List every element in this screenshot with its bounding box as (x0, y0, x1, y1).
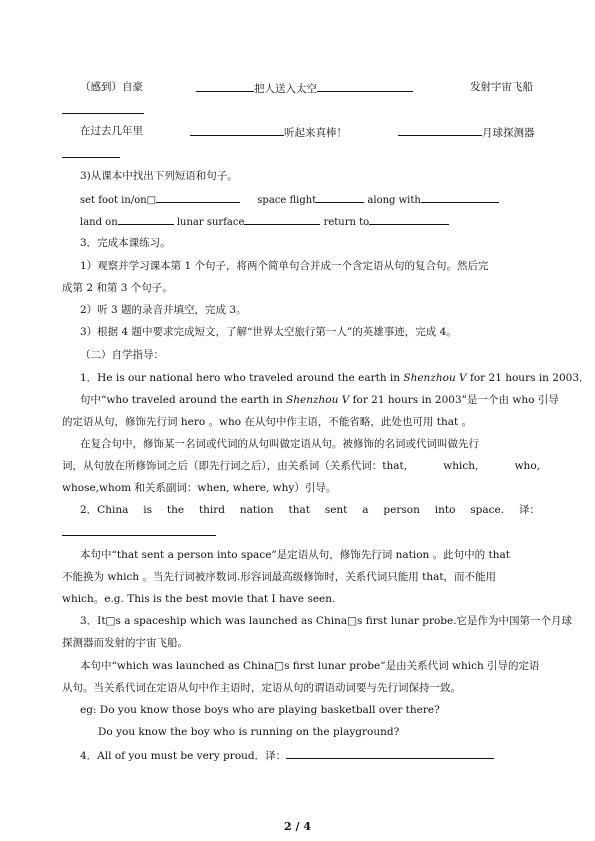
word: is (143, 504, 152, 516)
sentence-3-note-line-2: 从句。当关系代词在定语从句中作主语时，定语从句的谓语动词要与先行词保持一致。 (62, 682, 461, 694)
sentence-2-note-line-1: 本句中“that sent a person into space”是定语从句，修饰先行词 nation 。此句中的 that (80, 549, 510, 561)
section-self-study-guide: （二）自学指导： (80, 349, 164, 361)
phrase-land-on: land on (80, 217, 118, 228)
word: space. (470, 504, 505, 516)
example-line-1: eg: Do you know those boys who are playing basketball over there? (80, 704, 440, 716)
answer-blank[interactable] (118, 213, 174, 225)
phrase-text: 把人送入太空 (254, 83, 317, 95)
phrase-send-to-space (196, 80, 413, 96)
word: nation (239, 504, 274, 516)
note-text: 词，从句放在所修饰词之后（即先行词之后），由关系词（关系代词：that, (62, 460, 408, 472)
page-number: 2 / 4 (284, 820, 311, 833)
task-3-item-3: 3）根据 4 题中要求完成短文，了解“世界太空旅行第一人”的英雄事迹，完成 4。 (80, 326, 457, 338)
task-3-title: 3．完成本课练习。 (80, 237, 171, 249)
example-line-2: Do you know the boy who is running on the playground? (98, 726, 400, 738)
answer-blank[interactable] (317, 80, 413, 92)
phrase-space-flight: space flight (257, 195, 317, 206)
sentence-1 (80, 371, 590, 385)
sentence-text: for 21 hours in 2003． (466, 372, 590, 384)
answer-blank[interactable] (421, 191, 499, 203)
phrase-set-foot: set foot in/on□ (80, 195, 157, 206)
task-3-item-1: 1）观察并学习课本第 1 个句子，将两个简单句合并成一个含定语从句的复合句。然后完 (80, 260, 489, 272)
word: 2．China (80, 504, 129, 516)
spacecraft-name: Shenzhou V (403, 372, 467, 384)
english-phrases-line-1 (80, 191, 499, 208)
phrase-text: 听起来真棒！ (284, 127, 347, 139)
word: that (288, 504, 310, 516)
sentence-2 (80, 503, 540, 517)
sentence-2-note-line-3: which。e.g. This is the best movie that I have seen. (62, 593, 336, 605)
sentence-1-note-line-2: 的定语从句，修饰先行词 hero 。who 在从句中作主语，不能省略，此处也可用 that 。 (62, 416, 473, 428)
answer-blank-line[interactable] (62, 102, 144, 118)
phrase-text: 月球探测器 (482, 127, 535, 139)
word: sent (324, 504, 348, 516)
phrase-launch-spaceship: 发射宇宙飞船 (470, 81, 533, 93)
phrase-lunar-probe (398, 124, 535, 140)
phrase-sounds-great (190, 124, 347, 140)
word: into (434, 504, 456, 516)
word: person (383, 504, 420, 516)
phrases-intro: 3)从课本中找出下列短语和句子。 (80, 170, 238, 182)
answer-blank[interactable] (369, 213, 449, 225)
phrase-past-few-years: 在过去几年里 (80, 125, 143, 137)
answer-blank-line[interactable] (62, 146, 120, 162)
complex-note-line-3: whose,whom 和关系副词：when, where, why）引导。 (62, 482, 337, 494)
task-3-item-1-cont: 成第 2 和第 3 个句子。 (62, 282, 173, 294)
complex-note-line-2 (62, 459, 540, 473)
note-text: 句中“who traveled around the earth in (80, 394, 287, 406)
english-phrases-line-2 (80, 213, 449, 230)
translate-label: 译： (518, 504, 540, 516)
sentence-4 (80, 747, 494, 763)
phrase-row-1 (80, 80, 143, 94)
word: third (198, 504, 226, 516)
answer-blank[interactable] (156, 191, 240, 203)
word: a (362, 504, 369, 516)
word: the (166, 504, 185, 516)
answer-blank[interactable] (316, 191, 364, 203)
sentence-text: 4．All of you must be very proud．译： (80, 750, 287, 762)
sentence-3-line-1: 3．It□s a spaceship which was launched as China□s first lunar probe.它是作为中国第一个月球 (80, 615, 573, 627)
note-text: for 21 hours in 2003”是一个由 who 引导 (349, 394, 559, 406)
sentence-3-line-2: 探测器而发射的宇宙飞船。 (62, 637, 188, 649)
phrase-proud: （感到）自豪 (80, 81, 143, 93)
note-text: who, (514, 460, 540, 472)
note-text: which, (443, 460, 479, 472)
phrase-lunar-surface: lunar surface (176, 217, 245, 228)
spacecraft-name: Shenzhou V (286, 394, 350, 406)
translation-blank-2[interactable] (62, 524, 216, 540)
sentence-1-note-line-1 (80, 393, 559, 407)
phrase-return-to: return to (323, 217, 370, 228)
answer-blank[interactable] (244, 213, 320, 225)
sentence-3-note-line-1: 本句中“which was launched as China□s first lunar probe”是由关系代词 which 引导的定语 (80, 660, 540, 672)
complex-note-line-1: 在复合句中，修饰某一名词或代词的从句叫做定语从句。被修饰的名词或代词叫做先行 (80, 438, 479, 450)
answer-blank[interactable] (196, 80, 254, 92)
translation-blank-4[interactable] (286, 747, 494, 759)
answer-blank[interactable] (190, 124, 284, 136)
task-3-item-2: 2）听 3 题的录音并填空，完成 3。 (80, 304, 247, 316)
answer-blank[interactable] (398, 124, 482, 136)
sentence-2-note-line-2: 不能换为 which 。当先行词被序数词.形容词最高级修饰时，关系代词只能用 that，而不能用 (62, 571, 497, 583)
phrase-along-with: along with (367, 195, 421, 206)
sentence-text: 1．He is our national hero who traveled around the earth in (80, 372, 404, 384)
